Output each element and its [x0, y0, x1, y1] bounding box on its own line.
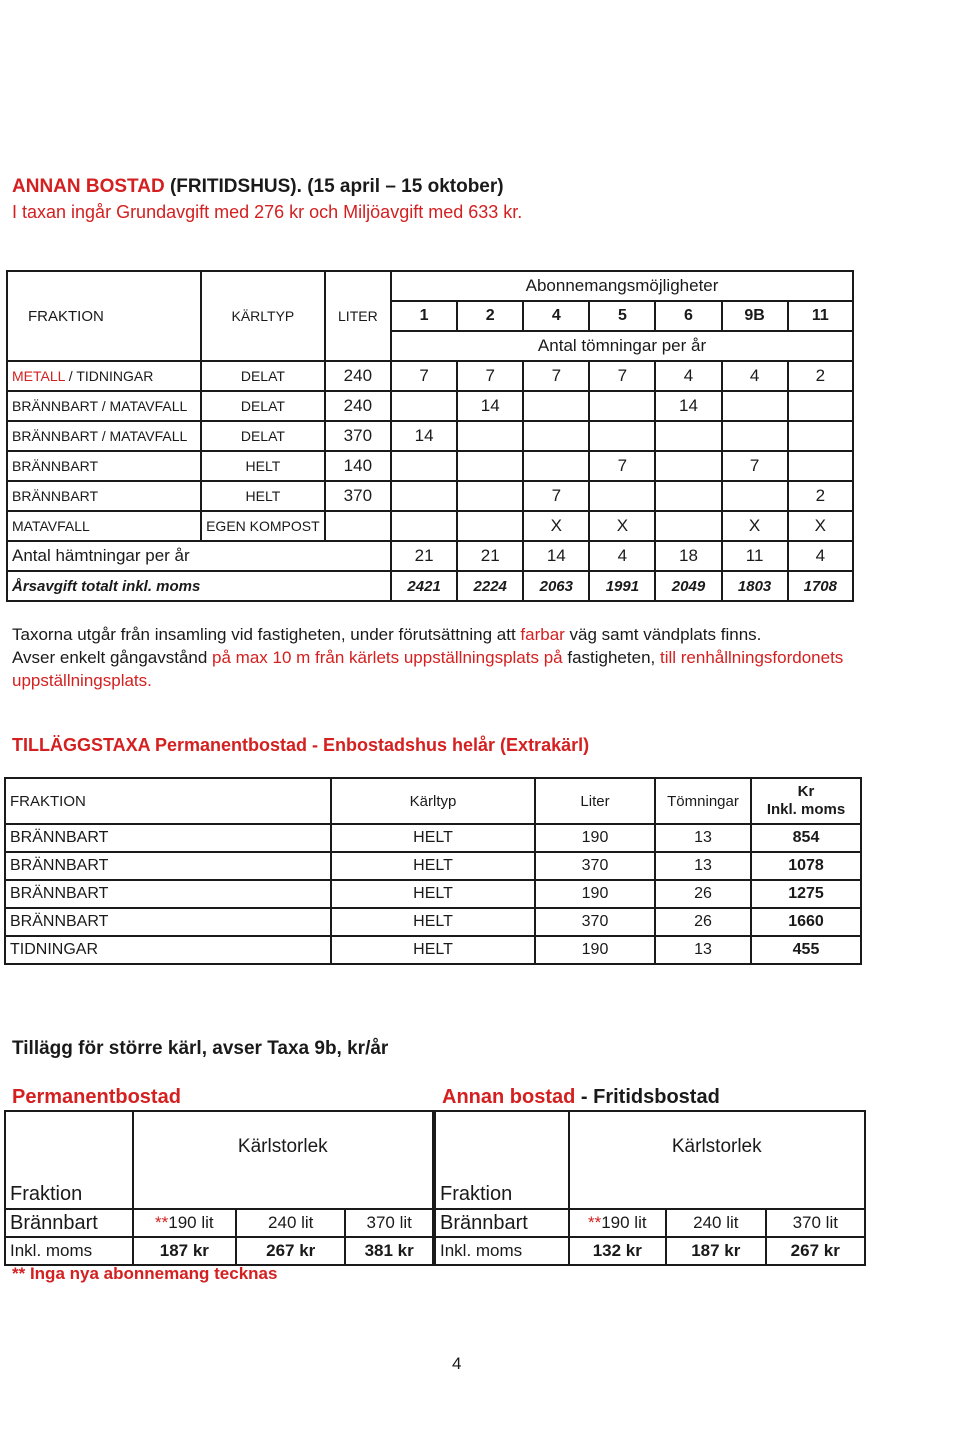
- fraktion-row: [7, 421, 853, 451]
- fraktion-red: METALL: [12, 368, 65, 384]
- annan-size: [666, 1209, 765, 1237]
- section1-title: [12, 176, 504, 198]
- liter-cell: 370: [325, 421, 391, 451]
- terms-text-3: väg samt vändplats finns.: [564, 625, 762, 644]
- liter-cell: 140: [325, 451, 391, 481]
- t2-header-tomningar: Tömningar: [655, 778, 751, 824]
- tomning-cell: [391, 481, 457, 511]
- perm-price: 381 kr: [345, 1237, 433, 1265]
- tomning-cell: X: [722, 511, 788, 541]
- fraktion-name: BRÄNNBART / MATAVFALL: [12, 398, 188, 414]
- tomning-cell: [457, 481, 523, 511]
- tomning-cell: 7: [589, 451, 655, 481]
- extrakarl-fraktion: TIDNINGAR: [5, 936, 331, 964]
- t2-header-fraktion: FRAKTION: [5, 778, 331, 824]
- hamtningar-value: 11: [722, 541, 788, 571]
- extrakarl-fraktion: BRÄNNBART: [5, 824, 331, 852]
- karltyp-cell: DELAT: [201, 391, 325, 421]
- extrakarl-liter: 370: [535, 852, 655, 880]
- extrakarl-row: [5, 824, 861, 852]
- subscription-9B: 9B: [722, 301, 788, 331]
- tomning-cell: [589, 481, 655, 511]
- extrakarl-price: 1078: [751, 852, 861, 880]
- tomning-cell: [391, 511, 457, 541]
- annan-fraktion: Fraktion: [435, 1111, 569, 1209]
- tomning-cell: [523, 421, 589, 451]
- terms-text-5: på max 10 m från kärlets uppställningsplats på: [212, 648, 563, 667]
- t2-header-kr: [751, 778, 861, 824]
- hamtningar-label: Antal hämtningar per år: [7, 541, 391, 571]
- tomning-cell: [457, 421, 523, 451]
- tomning-cell: [788, 451, 853, 481]
- header-fraktion: FRAKTION: [7, 271, 201, 361]
- extrakarl-tomningar: 13: [655, 852, 751, 880]
- fraktion-row: [7, 451, 853, 481]
- terms-paragraph: [12, 623, 912, 692]
- annan-karlstorlek: Kärlstorlek: [569, 1111, 866, 1209]
- arsavgift-row: [7, 571, 853, 601]
- fraktion-row: [7, 361, 853, 391]
- annan-size-label: 370 lit: [792, 1213, 838, 1232]
- tomning-cell: [457, 511, 523, 541]
- extrakarl-row: [5, 880, 861, 908]
- karltyp-cell: DELAT: [201, 361, 325, 391]
- tomning-cell: [523, 391, 589, 421]
- tomning-cell: 7: [589, 361, 655, 391]
- header-karltyp: KÄRLTYP: [201, 271, 325, 361]
- tomning-cell: [589, 391, 655, 421]
- terms-text-6: fastigheten,: [562, 648, 660, 667]
- perm-size-label: 190 lit: [168, 1213, 214, 1232]
- tomning-cell: 4: [722, 361, 788, 391]
- perm-size-row: [5, 1209, 433, 1237]
- karltyp-cell: DELAT: [201, 421, 325, 451]
- perm-fraktion: Fraktion: [5, 1111, 133, 1209]
- tomning-cell: 14: [391, 421, 457, 451]
- hamtningar-row: [7, 541, 853, 571]
- terms-text-2: farbar: [520, 625, 565, 644]
- extrakarl-row: [5, 936, 861, 964]
- tomning-cell: 14: [457, 391, 523, 421]
- annan-size: [766, 1209, 865, 1237]
- annan-moms-label: Inkl. moms: [435, 1237, 569, 1265]
- annan-size-mark: **: [587, 1213, 602, 1232]
- terms-text-1: Taxorna utgår från insamling vid fastigheten, under förutsättning att: [12, 625, 521, 644]
- perm-size-label: 370 lit: [366, 1213, 412, 1232]
- perm-price-row: [5, 1237, 433, 1265]
- extrakarl-row: [5, 852, 861, 880]
- perm-size-mark: **: [155, 1213, 169, 1232]
- karltyp-cell: HELT: [201, 481, 325, 511]
- tomning-cell: [788, 421, 853, 451]
- arsavgift-value: 1803: [722, 571, 788, 601]
- extrakarl-tomningar: 26: [655, 908, 751, 936]
- liter-cell: 240: [325, 361, 391, 391]
- fraktion-cell: [7, 421, 201, 451]
- tomning-cell: 7: [391, 361, 457, 391]
- tomning-cell: [391, 451, 457, 481]
- tomning-cell: 7: [722, 451, 788, 481]
- page-number: 4: [452, 1354, 462, 1373]
- fraktion-cell: [7, 511, 201, 541]
- fraktion-row: [7, 511, 853, 541]
- annan-heading-red: Annan bostad: [442, 1086, 576, 1108]
- tomning-cell: [722, 481, 788, 511]
- annan-size-label: 190 lit: [601, 1213, 647, 1232]
- extrakarl-price: 1275: [751, 880, 861, 908]
- extrakarl-liter: 190: [535, 936, 655, 964]
- tomning-cell: [655, 451, 721, 481]
- tomning-cell: 7: [523, 481, 589, 511]
- fraktion-row: [7, 391, 853, 421]
- tomning-cell: X: [589, 511, 655, 541]
- tomning-cell: [523, 451, 589, 481]
- extrakarl-tomningar: 13: [655, 936, 751, 964]
- fraktion-name: BRÄNNBART: [12, 458, 99, 474]
- fraktion-cell: [7, 391, 201, 421]
- hamtningar-value: 18: [655, 541, 721, 571]
- extrakarl-karltyp: HELT: [331, 852, 535, 880]
- liter-cell: 240: [325, 391, 391, 421]
- tomning-cell: [655, 481, 721, 511]
- tomning-cell: [589, 421, 655, 451]
- t2-header-liter: Liter: [535, 778, 655, 824]
- t2-header-karltyp: Kärltyp: [331, 778, 535, 824]
- extrakarl-liter: 190: [535, 880, 655, 908]
- tomning-cell: [722, 391, 788, 421]
- terms-text-7: till renhållningsfordonets uppställningsplats.: [12, 648, 844, 690]
- extrakarl-karltyp: HELT: [331, 880, 535, 908]
- extrakarl-table: [4, 777, 862, 965]
- arsavgift-value: 2224: [457, 571, 523, 601]
- section1-title-red: ANNAN BOSTAD: [12, 176, 165, 197]
- extrakarl-tomningar: 26: [655, 880, 751, 908]
- section1-title-rest: (FRITIDSHUS). (15 april – 15 oktober): [169, 176, 504, 197]
- perm-moms-label: Inkl. moms: [5, 1237, 133, 1265]
- arsavgift-value: 2049: [655, 571, 721, 601]
- fritidshus-table: [6, 270, 854, 602]
- header-tomningar: Antal tömningar per år: [391, 331, 853, 361]
- annan-price: 267 kr: [766, 1237, 865, 1265]
- annan-size-label: 240 lit: [693, 1213, 739, 1232]
- hamtningar-value: 21: [391, 541, 457, 571]
- tomning-cell: X: [788, 511, 853, 541]
- t2-header-kr-label: Kr: [797, 783, 815, 800]
- fraktion-cell: [7, 361, 201, 391]
- hamtningar-value: 14: [523, 541, 589, 571]
- header-liter: LITER: [325, 271, 391, 361]
- perm-size: [236, 1209, 345, 1237]
- tomning-cell: 7: [523, 361, 589, 391]
- annan-size-row: [435, 1209, 865, 1237]
- permanent-karl-table: [4, 1110, 434, 1266]
- subscription-2: 2: [457, 301, 523, 331]
- arsavgift-value: 2421: [391, 571, 457, 601]
- footnote: ** Inga nya abonnemang tecknas: [12, 1264, 278, 1283]
- perm-row-label: Brännbart: [5, 1209, 133, 1237]
- tomning-cell: [391, 391, 457, 421]
- arsavgift-value: 1708: [788, 571, 853, 601]
- annan-price-row: [435, 1237, 865, 1265]
- annan-size: [569, 1209, 667, 1237]
- tomning-cell: 7: [457, 361, 523, 391]
- t2-header-inkl: Inkl. moms: [766, 801, 846, 818]
- tomning-cell: [722, 421, 788, 451]
- permanent-heading: Permanentbostad: [12, 1086, 181, 1108]
- tomning-cell: X: [523, 511, 589, 541]
- fraktion-row: [7, 481, 853, 511]
- extrakarl-tomningar: 13: [655, 824, 751, 852]
- tomning-cell: 4: [655, 361, 721, 391]
- subscription-1: 1: [391, 301, 457, 331]
- liter-cell: [325, 511, 391, 541]
- fraktion-name: MATAVFALL: [12, 518, 90, 534]
- tomning-cell: 2: [788, 481, 853, 511]
- subscription-4: 4: [523, 301, 589, 331]
- fraktion-name: / TIDNINGAR: [64, 368, 154, 384]
- annan-price: 132 kr: [569, 1237, 667, 1265]
- extrakarl-price: 854: [751, 824, 861, 852]
- extrakarl-karltyp: HELT: [331, 936, 535, 964]
- fraktion-cell: [7, 481, 201, 511]
- header-abonnemang: Abonnemangsmöjligheter: [391, 271, 853, 301]
- fraktion-cell: [7, 451, 201, 481]
- annan-heading: [442, 1086, 720, 1109]
- perm-size: [133, 1209, 237, 1237]
- karltyp-cell: EGEN KOMPOST: [201, 511, 325, 541]
- extrakarl-price: 1660: [751, 908, 861, 936]
- section2-title: TILLÄGGSTAXA Permanentbostad - Enbostadshus helår (Extrakärl): [12, 735, 590, 755]
- hamtningar-value: 4: [589, 541, 655, 571]
- liter-cell: 370: [325, 481, 391, 511]
- arsavgift-label: Årsavgift totalt inkl. moms: [7, 571, 391, 601]
- fraktion-name: BRÄNNBART / MATAVFALL: [12, 428, 188, 444]
- extrakarl-price: 455: [751, 936, 861, 964]
- annan-price: 187 kr: [666, 1237, 765, 1265]
- subscription-11: 11: [788, 301, 853, 331]
- tomning-cell: 2: [788, 361, 853, 391]
- extrakarl-karltyp: HELT: [331, 824, 535, 852]
- extrakarl-fraktion: BRÄNNBART: [5, 880, 331, 908]
- hamtningar-value: 4: [788, 541, 853, 571]
- arsavgift-value: 2063: [523, 571, 589, 601]
- extrakarl-karltyp: HELT: [331, 908, 535, 936]
- fraktion-name: BRÄNNBART: [12, 488, 99, 504]
- tomning-cell: [457, 451, 523, 481]
- extrakarl-liter: 190: [535, 824, 655, 852]
- perm-price: 267 kr: [236, 1237, 345, 1265]
- annan-karl-table: [434, 1110, 866, 1266]
- extrakarl-row: [5, 908, 861, 936]
- section1-subtitle: I taxan ingår Grundavgift med 276 kr och Miljöavgift med 633 kr.: [12, 202, 523, 222]
- karltyp-cell: HELT: [201, 451, 325, 481]
- tomning-cell: [655, 421, 721, 451]
- terms-text-4: Avser enkelt gångavstånd: [12, 648, 213, 667]
- perm-size-label: 240 lit: [268, 1213, 314, 1232]
- extrakarl-liter: 370: [535, 908, 655, 936]
- extrakarl-fraktion: BRÄNNBART: [5, 852, 331, 880]
- tomning-cell: 14: [655, 391, 721, 421]
- arsavgift-value: 1991: [589, 571, 655, 601]
- subscription-6: 6: [655, 301, 721, 331]
- tomning-cell: [788, 391, 853, 421]
- hamtningar-value: 21: [457, 541, 523, 571]
- annan-row-label: Brännbart: [435, 1209, 569, 1237]
- tomning-cell: [655, 511, 721, 541]
- extrakarl-fraktion: BRÄNNBART: [5, 908, 331, 936]
- subscription-5: 5: [589, 301, 655, 331]
- perm-karlstorlek: Kärlstorlek: [133, 1111, 433, 1209]
- section3-title: Tillägg för större kärl, avser Taxa 9b, kr/år: [12, 1038, 389, 1059]
- annan-heading-rest: - Fritidsbostad: [575, 1086, 720, 1108]
- perm-price: 187 kr: [133, 1237, 237, 1265]
- perm-size: [345, 1209, 433, 1237]
